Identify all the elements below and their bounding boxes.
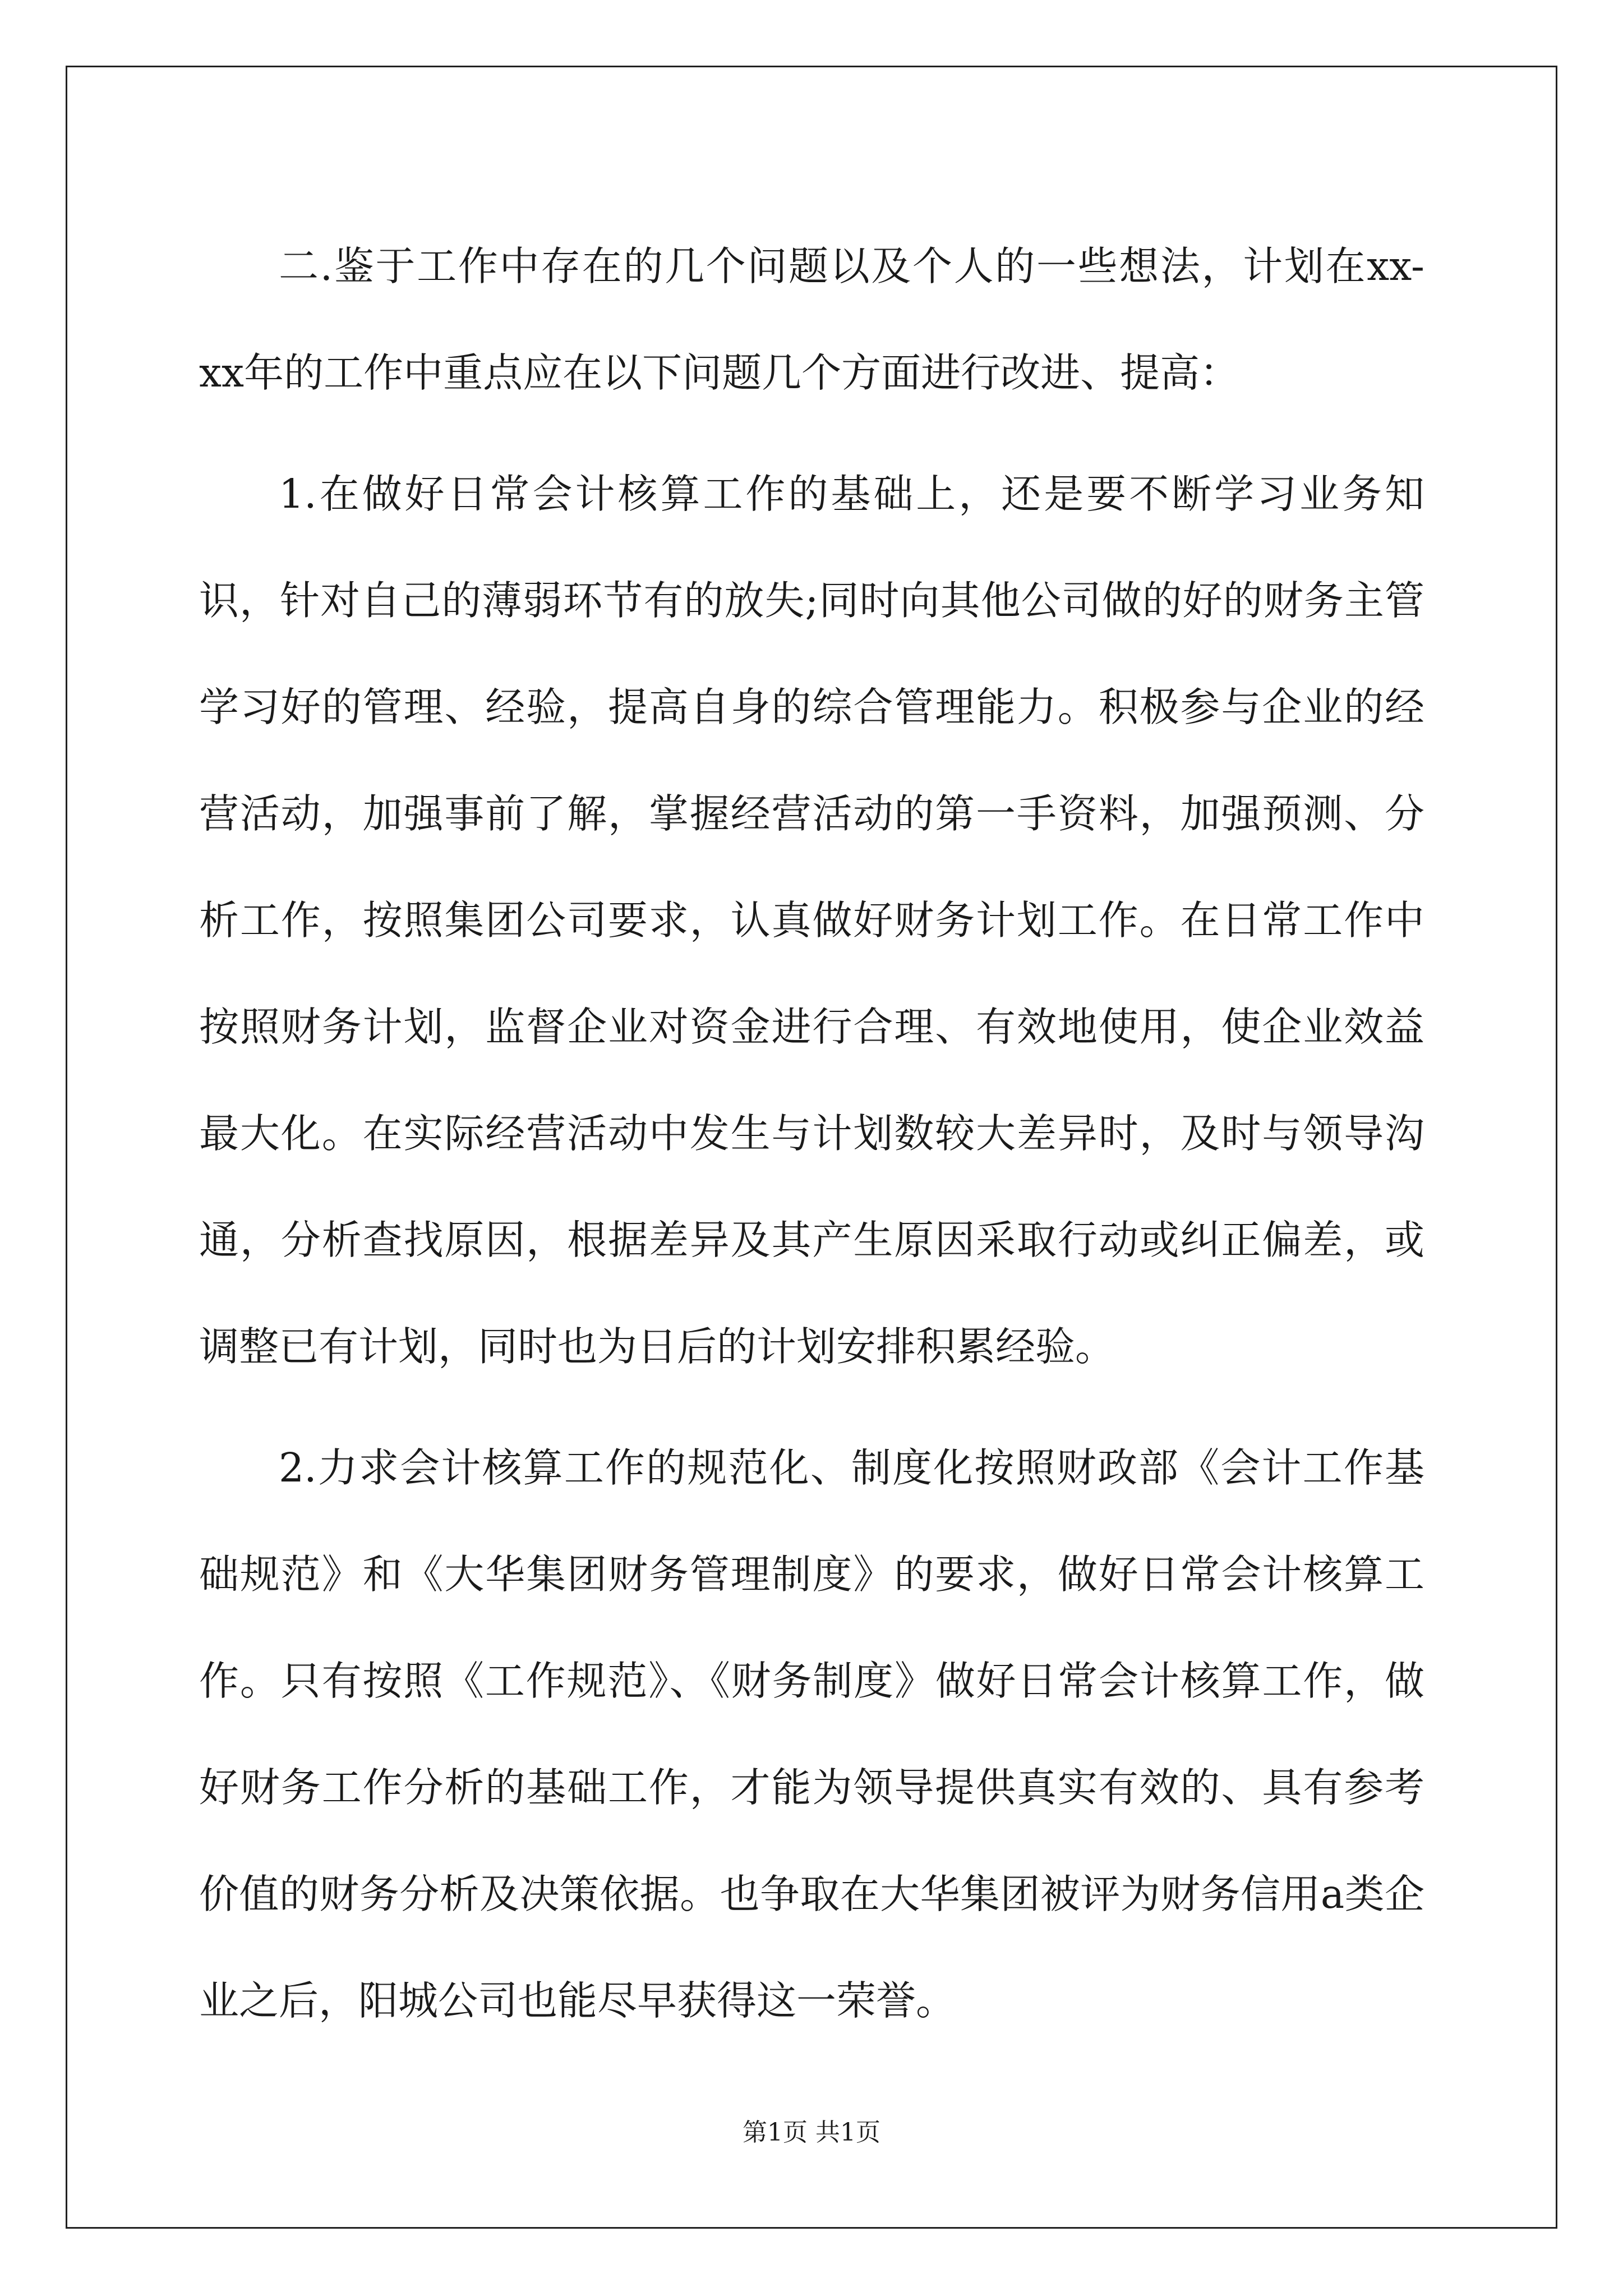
paragraph-item-1: 1.在做好日常会计核算工作的基础上，还是要不断学习业务知识，针对自己的薄弱环节有的放失;同时向其他公司做的好的财务主管学习好的管理、经验，提高自身的综合管理能力。积极参与企业的经营活动，加强事前了解，掌握经营活动的第一手资料，加强预测、分析工作，按照集团公司要求，认真做好财务计划工作。在日常工作中按照财务计划，监督企业对资金进行合理、有效地使用，使企业效益最大化。在实际经营活动中发生与计划数较大差异时，及时与领导沟通，分析查找原因，根据差异及其产生原因采取行动或纠正偏差，或调整已有计划，同时也为日后的计划安排积累经验。 — [199, 471, 1424, 1370]
paragraph-item-2: 2.力求会计核算工作的规范化、制度化按照财政部《会计工作基础规范》和《大华集团财务管理制度》的要求，做好日常会计核算工作。只有按照《工作规范》、《财务制度》做好日常会计核算工作，做好财务工作分析的基础工作，才能为领导提供真实有效的、具有参考价值的财务分析及决策依据。也争取在大华集团被评为财务信用a类企业之后，阳城公司也能尽早获得这一荣誉。 — [199, 1444, 1424, 2024]
document-body — [199, 213, 1424, 2069]
page-number: 第1页 共1页 — [743, 2118, 880, 2147]
paragraph-intro: 二.鉴于工作中存在的几个问题以及个人的一些想法，计划在xx-xx年的工作中重点应在以下问题几个方面进行改进、提高： — [199, 243, 1424, 396]
page-footer — [0, 2112, 1623, 2148]
